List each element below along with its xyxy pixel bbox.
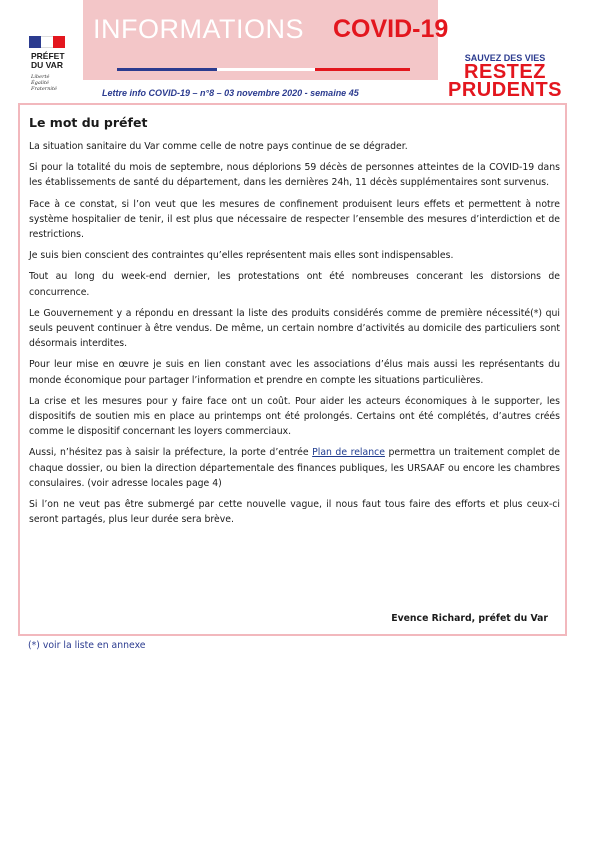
plan-de-relance-link[interactable]: Plan de relance bbox=[312, 447, 385, 459]
paragraph-9 bbox=[29, 445, 560, 491]
paragraph-7: Pour leur mise en œuvre je suis en lien constant avec les associations d’élus mais aussi les représentants du monde économique pour partager l’information et prendre en compte les situations particulières. bbox=[29, 359, 560, 386]
paragraph-4: Je suis bien conscient des contraintes qu’elles représentent mais elles sont indispensables. bbox=[29, 250, 454, 262]
campaign-line-3: PRUDENTS bbox=[447, 79, 562, 101]
footnote-annexe: (*) voir la liste en annexe bbox=[28, 640, 146, 651]
prefet-du-var-logo bbox=[17, 30, 77, 98]
marianne-flag-icon bbox=[29, 36, 65, 48]
campaign-line-2: RESTEZ bbox=[464, 61, 546, 83]
logo-motto: Liberté Égalité Fraternité bbox=[31, 74, 57, 92]
campaign-badge bbox=[443, 53, 567, 100]
logo-name: PRÉFET DU VAR bbox=[31, 51, 65, 70]
header-title-covid: COVID-19 bbox=[333, 15, 449, 43]
paragraph-2: Si pour la totalité du mois de septembre, nous déplorions 59 décès de personnes atteintes de la COVID-19 dans les établissements de santé du département, dans les dernières 24h, 11 décès supplémentaires sont survenus. bbox=[29, 162, 560, 189]
prefect-signature: Evence Richard, préfet du Var bbox=[391, 613, 548, 624]
tricolor-red-rule bbox=[315, 68, 410, 71]
paragraph-8: La crise et les mesures pour y faire face ont un coût. Pour aider les acteurs économiques à le supporter, les dispositifs de soutien mis en place au printemps ont été prolongés. Certains ont été complétés, d’autres créés comme le dispositif concernant les loyers commerciaux. bbox=[29, 395, 560, 438]
tricolor-white-rule bbox=[217, 68, 315, 71]
campaign-line-1: SAUVEZ DES VIES bbox=[464, 53, 546, 63]
paragraph-3: Face à ce constat, si l’on veut que les mesures de confinement produisent leurs effets et permettent à notre système hospitalier de tenir, il est plus que nécessaire de respecter l’ensemble des mesures d’interdiction et de restrictions. bbox=[29, 198, 560, 241]
bulletin-info-line: Lettre info COVID-19 – n°8 – 03 novembre 2020 - semaine 45 bbox=[102, 88, 359, 98]
article-heading: Le mot du préfet bbox=[29, 115, 148, 130]
paragraph-9-rest: permettra un traitement complet de chaque dossier, ou bien la direction départementale des finances publiques, les URSAAF ou encore les chambres consulaires. (voir adresse locales page 4) bbox=[29, 447, 560, 489]
paragraph-6: Le Gouvernement y a répondu en dressant la liste des produits considérés comme de première nécessité(*) qui seuls peuvent continuer à être vendus. De même, un certain nombre d’activités au domicile des particuliers sont désormais interdites. bbox=[29, 307, 560, 350]
paragraph-9-intro: Aussi, n’hésitez pas à saisir la préfecture, la porte d’entrée bbox=[29, 447, 313, 459]
paragraph-5: Tout au long du week-end dernier, les protestations ont été nombreuses concerant les distorsions de concurrence. bbox=[29, 271, 560, 298]
paragraph-1: La situation sanitaire du Var comme celle de notre pays continue de se dégrader. bbox=[29, 141, 408, 152]
paragraph-10: Si l’on ne veut pas être submergé par cette nouvelle vague, il nous faut tous faire des efforts et plus ceux-ci seront partagés, plus leur durée sera brève. bbox=[29, 499, 560, 526]
article-body bbox=[29, 115, 560, 533]
tricolor-blue-rule bbox=[117, 68, 217, 71]
header-title-informations: INFORMATIONS bbox=[93, 14, 304, 44]
